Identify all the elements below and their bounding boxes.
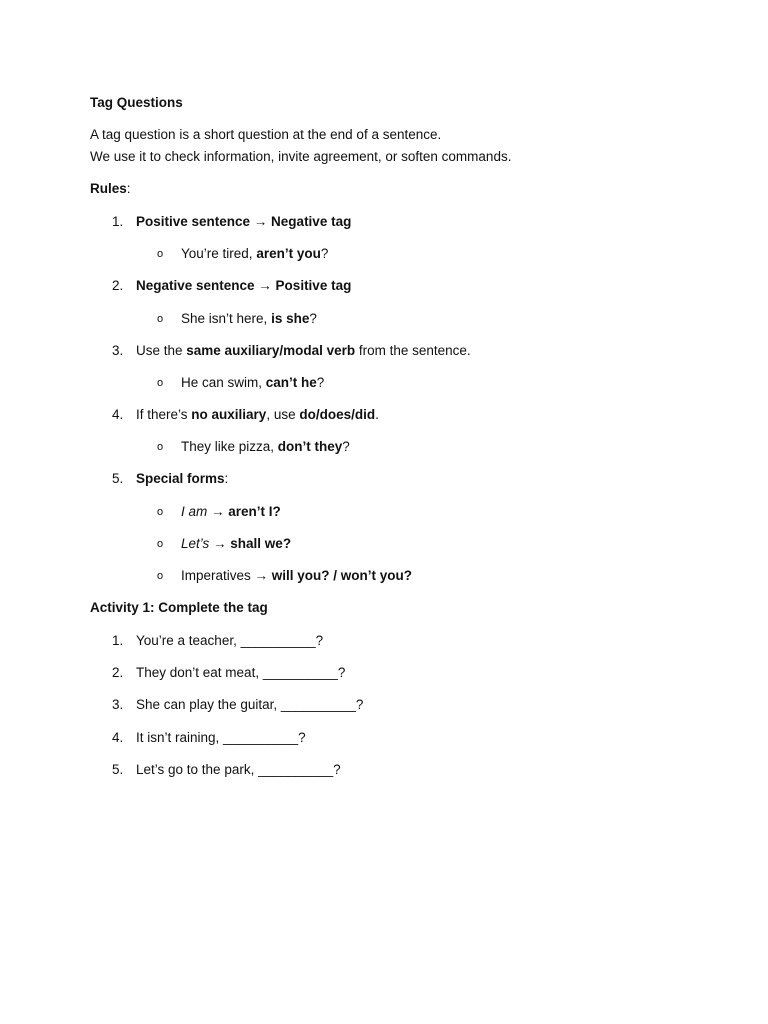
activity-item: You’re a teacher, __________? [136, 633, 324, 648]
rule-text: Negative sentence → Positive tag [136, 278, 352, 293]
activity-item: They don’t eat meat, __________? [136, 665, 346, 680]
bullet-icon: o [157, 441, 164, 453]
activity-item-number: 1. [112, 633, 124, 648]
rule-text: Use the same auxiliary/modal verb from the sentence. [136, 343, 471, 358]
rule-number: 2. [112, 278, 124, 293]
document-title: Tag Questions [90, 95, 183, 110]
rule-example: You’re tired, aren’t you? [181, 246, 329, 261]
activity-item-number: 2. [112, 665, 124, 680]
activity-item: It isn’t raining, __________? [136, 730, 306, 745]
bullet-icon: o [157, 506, 164, 518]
rule-text: Special forms: [136, 471, 229, 486]
activity-item: Let’s go to the park, __________? [136, 762, 341, 777]
rule-number: 5. [112, 471, 124, 486]
rule-example: Imperatives → will you? / won’t you? [181, 568, 413, 583]
activity-item-number: 5. [112, 762, 124, 777]
bullet-icon: o [157, 570, 164, 582]
activity-item-number: 3. [112, 697, 124, 712]
intro-line-1: A tag question is a short question at the end of a sentence. [90, 127, 442, 142]
rule-number: 3. [112, 343, 124, 358]
rule-example: I am → aren’t I? [181, 504, 281, 519]
rule-text: If there’s no auxiliary, use do/does/did. [136, 407, 379, 422]
bullet-icon: o [157, 313, 164, 325]
bullet-icon: o [157, 377, 164, 389]
rules-heading: Rules: [90, 181, 131, 196]
intro-line-2: We use it to check information, invite agreement, or soften commands. [90, 149, 512, 164]
rule-example: Let’s → shall we? [181, 536, 292, 551]
rule-example: She isn’t here, is she? [181, 311, 317, 326]
rule-example: He can swim, can’t he? [181, 375, 325, 390]
rule-text: Positive sentence → Negative tag [136, 214, 352, 229]
activity-item-number: 4. [112, 730, 124, 745]
bullet-icon: o [157, 538, 164, 550]
bullet-icon: o [157, 248, 164, 260]
rule-number: 1. [112, 214, 124, 229]
activity-item: She can play the guitar, __________? [136, 697, 364, 712]
rule-example: They like pizza, don’t they? [181, 439, 350, 454]
rule-number: 4. [112, 407, 124, 422]
activity-heading: Activity 1: Complete the tag [90, 600, 268, 615]
